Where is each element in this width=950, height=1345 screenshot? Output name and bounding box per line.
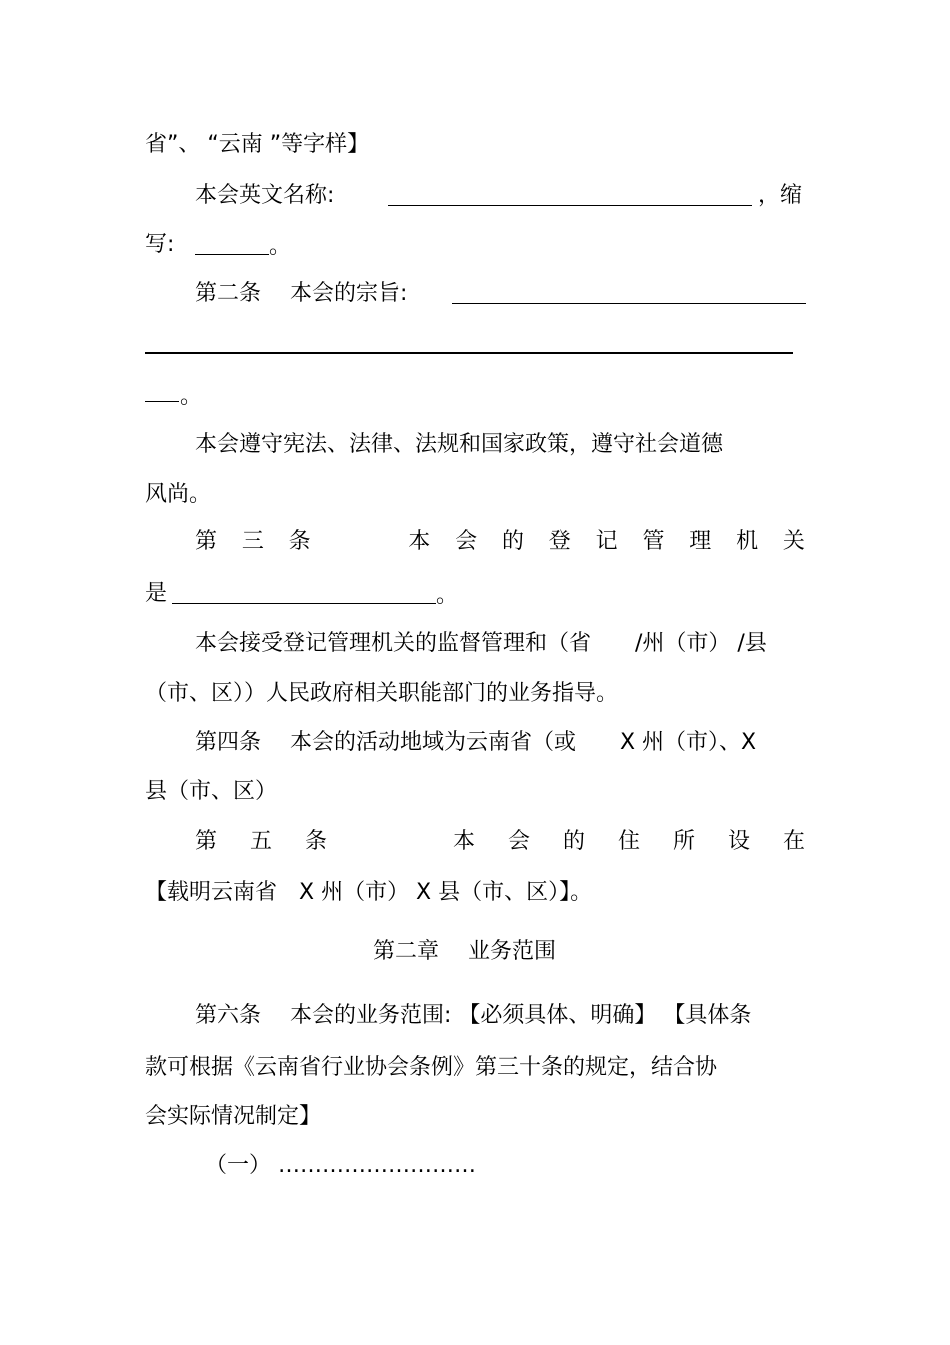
purpose-blank-3 xyxy=(145,381,179,402)
art3-gap xyxy=(335,528,383,556)
article-4-cont: 县（市、区） xyxy=(145,779,278,804)
art3-char: 本 xyxy=(408,529,431,554)
article-6-cont-1: 款可根据《云南省行业协会条例》第三十条的规定，结合协 xyxy=(145,1055,718,1080)
line-customs: 风尚。 xyxy=(145,482,212,507)
art3-char: 记 xyxy=(595,529,618,554)
art3-char: 条 xyxy=(288,529,311,554)
line-compliance: 本会遵守宪法、法律、法规和国家政策，遵守社会道德 xyxy=(195,432,724,457)
art3-char: 关 xyxy=(782,529,805,554)
article-2-label: 第二条 本会的宗旨: xyxy=(195,281,408,306)
art3-char: 第 xyxy=(195,529,218,554)
purpose-end: 。 xyxy=(180,384,203,409)
art3-char: 管 xyxy=(642,529,665,554)
abbreviation-blank xyxy=(195,234,269,255)
art5-char: 本 xyxy=(452,829,475,854)
english-name-label: 本会英文名称: xyxy=(195,183,335,208)
registration-authority-end: 。 xyxy=(436,583,459,608)
art5-char: 设 xyxy=(727,829,750,854)
purpose-blank-1 xyxy=(452,283,806,304)
chapter-2-heading: 第二章 业务范围 xyxy=(373,939,556,964)
art5-char: 五 xyxy=(250,829,273,854)
art5-char: 住 xyxy=(617,829,640,854)
art5-char: 在 xyxy=(782,829,805,854)
art3-char: 理 xyxy=(689,529,712,554)
english-name-tail: ，缩 xyxy=(758,183,803,208)
art5-char: 条 xyxy=(305,829,328,854)
art3-char: 会 xyxy=(455,529,478,554)
art3-char: 三 xyxy=(241,529,264,554)
art5-char: 第 xyxy=(195,829,218,854)
art5-char: 会 xyxy=(507,829,530,854)
line-1: 省”、 “云南 ”等字样】 xyxy=(145,132,370,157)
item-1: （一） ……………………… xyxy=(205,1153,476,1178)
art5-char: 所 xyxy=(672,829,695,854)
article-3-line xyxy=(195,528,805,556)
abbreviation-label: 写: xyxy=(145,232,175,257)
art3-char: 登 xyxy=(548,529,571,554)
line-guidance: （市、区））人民政府相关职能部门的业务指导。 xyxy=(145,681,619,706)
art3-char: 的 xyxy=(501,529,524,554)
art5-gap xyxy=(360,828,420,856)
art5-char: 的 xyxy=(562,829,585,854)
abbreviation-end: 。 xyxy=(269,234,292,259)
article-5-line xyxy=(195,828,805,856)
article-4-line: 第四条 本会的活动地域为云南省（或 X 州（市）、X xyxy=(195,730,757,755)
article-6-cont-2: 会实际情况制定】 xyxy=(145,1104,322,1129)
line-supervision: 本会接受登记管理机关的监督管理和（省 /州（市） /县 xyxy=(195,631,767,656)
registration-authority-label: 是 xyxy=(145,581,168,606)
art3-char: 机 xyxy=(736,529,759,554)
registration-authority-blank xyxy=(172,583,436,604)
article-5-cont: 【载明云南省 X 州（市） X 县（市、区）】。 xyxy=(145,880,593,905)
article-6-line: 第六条 本会的业务范围: 【必须具体、明确】 【具体条 xyxy=(195,1003,752,1028)
purpose-blank-2 xyxy=(145,352,793,354)
english-name-blank xyxy=(388,185,752,206)
